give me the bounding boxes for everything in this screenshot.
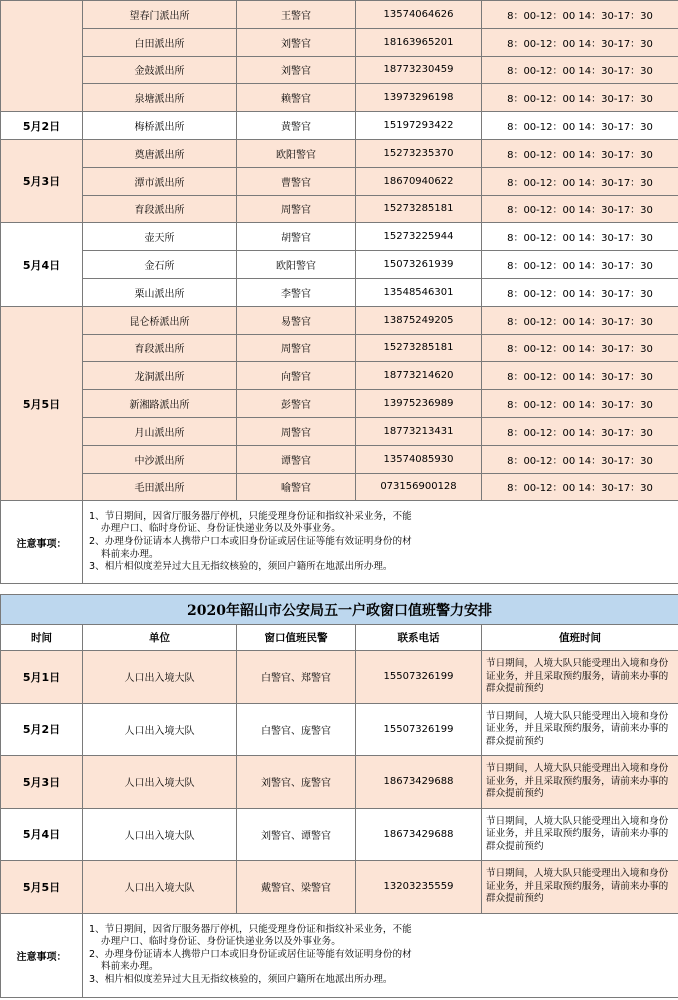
duty-remark-cell: 节日期间，人境大队只能受理出入境和身份证业务，并且采取预约服务，请前来办事的群众提前预约 (482, 756, 678, 809)
officer-cell: 欧阳警官 (237, 139, 356, 167)
date-cell: 5月2日 (1, 112, 83, 140)
hours-cell: 8：00-12：00 14：30-17：30 (482, 278, 678, 306)
hours-cell: 8：00-12：00 14：30-17：30 (482, 473, 678, 501)
date-cell: 5月4日 (1, 808, 83, 861)
table-title: 2020年韶山市公安局五一户政窗口值班警力安排 (1, 595, 678, 625)
unit-cell: 金鼓派出所 (83, 56, 237, 84)
date-cell: 5月4日 (1, 223, 83, 306)
notes-row (1, 913, 678, 997)
officer-cell: 周警官 (237, 334, 356, 362)
header-unit: 单位 (83, 625, 237, 651)
officer-cell: 刘警官、庞警官 (237, 756, 356, 809)
note-line: 1、节日期间，因省厅服务器厅停机，只能受理身份证和指纹补采业务，不能 (89, 510, 412, 522)
unit-cell: 奠唐派出所 (83, 139, 237, 167)
hours-cell: 8：00-12：00 14：30-17：30 (482, 28, 678, 56)
unit-cell: 金石所 (83, 251, 237, 279)
phone-cell: 13973296198 (356, 84, 482, 112)
note-line: 2、办理身份证请本人携带户口本或旧身份证或居住证等能有效证明身份的材 (89, 948, 412, 960)
hours-cell: 8：00-12：00 14：30-17：30 (482, 84, 678, 112)
officer-cell: 谭警官 (237, 445, 356, 473)
table-title-row (1, 595, 678, 625)
table-row (1, 390, 678, 418)
table-row (1, 84, 678, 112)
unit-cell: 人口出入境大队 (83, 651, 237, 704)
table-row (1, 28, 678, 56)
phone-cell: 18673429688 (356, 756, 482, 809)
hours-cell: 8：00-12：00 14：30-17：30 (482, 417, 678, 445)
note-line: 3、相片相似度差异过大且无指纹核验的，须回户籍所在地派出所办理。 (89, 561, 393, 573)
phone-cell: 15273235370 (356, 139, 482, 167)
table-row (1, 417, 678, 445)
hours-cell: 8：00-12：00 14：30-17：30 (482, 56, 678, 84)
table-row (1, 195, 678, 223)
phone-cell: 15507326199 (356, 651, 482, 704)
officer-cell: 白警官、郑警官 (237, 651, 356, 704)
phone-cell: 13574064626 (356, 1, 482, 29)
officer-cell: 黄警官 (237, 112, 356, 140)
unit-cell: 龙洞派出所 (83, 362, 237, 390)
unit-cell: 毛田派出所 (83, 473, 237, 501)
notes-row (1, 501, 678, 584)
table-row (1, 473, 678, 501)
unit-cell: 新湘路派出所 (83, 390, 237, 418)
officer-cell: 戴警官、梁警官 (237, 861, 356, 914)
note-line: 3、相片相似度差异过大且无指纹核验的，须回户籍所在地派出所办理。 (89, 973, 393, 985)
hours-cell: 8：00-12：00 14：30-17：30 (482, 195, 678, 223)
notes-text (83, 501, 678, 584)
officer-cell: 周警官 (237, 195, 356, 223)
unit-cell: 潭市派出所 (83, 167, 237, 195)
officer-cell: 李警官 (237, 278, 356, 306)
phone-cell: 18163965201 (356, 28, 482, 56)
table-row (1, 167, 678, 195)
table-row (1, 756, 678, 809)
note-line: 料前来办理。 (101, 548, 159, 560)
unit-cell: 昆仑桥派出所 (83, 306, 237, 334)
header-officer: 窗口值班民警 (237, 625, 356, 651)
phone-cell: 13203235559 (356, 861, 482, 914)
date-cell: 5月1日 (1, 651, 83, 704)
table-row (1, 334, 678, 362)
header-time: 时间 (1, 625, 83, 651)
unit-cell: 梅桥派出所 (83, 112, 237, 140)
phone-cell: 18673429688 (356, 808, 482, 861)
notes-label: 注意事项： (1, 913, 83, 997)
hours-cell: 8：00-12：00 14：30-17：30 (482, 167, 678, 195)
officer-cell: 彭警官 (237, 390, 356, 418)
table-row (1, 251, 678, 279)
officer-cell: 喻警官 (237, 473, 356, 501)
duty-remark-cell: 节日期间，人境大队只能受理出入境和身份证业务，并且采取预约服务，请前来办事的群众提前预约 (482, 703, 678, 756)
hours-cell: 8：00-12：00 14：30-17：30 (482, 1, 678, 29)
table-row (1, 703, 678, 756)
hours-cell: 8：00-12：00 14：30-17：30 (482, 306, 678, 334)
officer-cell: 易警官 (237, 306, 356, 334)
date-cell (1, 1, 83, 112)
phone-cell: 13548546301 (356, 278, 482, 306)
note-line: 1、节日期间，因省厅服务器厅停机，只能受理身份证和指纹补采业务，不能 (89, 923, 412, 935)
date-cell: 5月3日 (1, 139, 83, 222)
unit-cell: 栗山派出所 (83, 278, 237, 306)
unit-cell: 育段派出所 (83, 195, 237, 223)
officer-cell: 刘警官、谭警官 (237, 808, 356, 861)
hours-cell: 8：00-12：00 14：30-17：30 (482, 334, 678, 362)
unit-cell: 月山派出所 (83, 417, 237, 445)
phone-cell: 18670940622 (356, 167, 482, 195)
note-line: 料前来办理。 (101, 961, 159, 973)
section-gap (0, 584, 678, 594)
officer-cell: 刘警官 (237, 28, 356, 56)
unit-cell: 人口出入境大队 (83, 808, 237, 861)
table-row (1, 139, 678, 167)
officer-cell: 白警官、庞警官 (237, 703, 356, 756)
table-row (1, 362, 678, 390)
date-cell: 5月5日 (1, 306, 83, 501)
unit-cell: 人口出入境大队 (83, 703, 237, 756)
duty-remark-cell: 节日期间，人境大队只能受理出入境和身份证业务，并且采取预约服务，请前来办事的群众提前预约 (482, 651, 678, 704)
unit-cell: 泉塘派出所 (83, 84, 237, 112)
phone-cell: 13574085930 (356, 445, 482, 473)
unit-cell: 人口出入境大队 (83, 756, 237, 809)
officer-cell: 周警官 (237, 417, 356, 445)
unit-cell: 育段派出所 (83, 334, 237, 362)
notes-label: 注意事项： (1, 501, 83, 584)
table-row (1, 1, 678, 29)
table-row (1, 56, 678, 84)
unit-cell: 白田派出所 (83, 28, 237, 56)
date-cell: 5月5日 (1, 861, 83, 914)
table-row (1, 861, 678, 914)
header-duty: 值班时间 (482, 625, 678, 651)
table-row (1, 445, 678, 473)
hours-cell: 8：00-12：00 14：30-17：30 (482, 390, 678, 418)
header-phone: 联系电话 (356, 625, 482, 651)
phone-cell: 13875249205 (356, 306, 482, 334)
unit-cell: 人口出入境大队 (83, 861, 237, 914)
duty-remark-cell: 节日期间，人境大队只能受理出入境和身份证业务，并且采取预约服务，请前来办事的群众提前预约 (482, 808, 678, 861)
officer-cell: 赖警官 (237, 84, 356, 112)
unit-cell: 壶天所 (83, 223, 237, 251)
unit-cell: 望春门派出所 (83, 1, 237, 29)
table-row (1, 112, 678, 140)
officer-cell: 刘警官 (237, 56, 356, 84)
immigration-table-body (1, 651, 678, 914)
note-line: 办理户口、临时身份证、身份证快递业务以及外事业务。 (101, 523, 341, 535)
officer-cell: 欧阳警官 (237, 251, 356, 279)
officer-cell: 胡警官 (237, 223, 356, 251)
phone-cell: 15273225944 (356, 223, 482, 251)
duty-table-body (1, 1, 678, 501)
phone-cell: 15073261939 (356, 251, 482, 279)
officer-cell: 王警官 (237, 1, 356, 29)
table-row (1, 651, 678, 704)
date-cell: 5月3日 (1, 756, 83, 809)
note-line: 2、办理身份证请本人携带户口本或旧身份证或居住证等能有效证明身份的材 (89, 536, 412, 548)
unit-cell: 中沙派出所 (83, 445, 237, 473)
table-header-row (1, 625, 678, 651)
phone-cell: 15273285181 (356, 334, 482, 362)
hours-cell: 8：00-12：00 14：30-17：30 (482, 251, 678, 279)
table-row (1, 306, 678, 334)
table-row (1, 223, 678, 251)
phone-cell: 18773230459 (356, 56, 482, 84)
hours-cell: 8：00-12：00 14：30-17：30 (482, 362, 678, 390)
hours-cell: 8：00-12：00 14：30-17：30 (482, 112, 678, 140)
officer-cell: 向警官 (237, 362, 356, 390)
phone-cell: 13975236989 (356, 390, 482, 418)
hours-cell: 8：00-12：00 14：30-17：30 (482, 223, 678, 251)
phone-cell: 18773214620 (356, 362, 482, 390)
hours-cell: 8：00-12：00 14：30-17：30 (482, 445, 678, 473)
note-line: 办理户口、临时身份证、身份证快递业务以及外事业务。 (101, 936, 341, 948)
phone-cell: 15273285181 (356, 195, 482, 223)
table-row (1, 278, 678, 306)
phone-cell: 15507326199 (356, 703, 482, 756)
date-cell: 5月2日 (1, 703, 83, 756)
phone-cell: 073156900128 (356, 473, 482, 501)
phone-cell: 18773213431 (356, 417, 482, 445)
officer-cell: 曹警官 (237, 167, 356, 195)
notes-text (83, 913, 678, 997)
hours-cell: 8：00-12：00 14：30-17：30 (482, 139, 678, 167)
duty-table-immigration (0, 594, 678, 998)
phone-cell: 15197293422 (356, 112, 482, 140)
duty-remark-cell: 节日期间，人境大队只能受理出入境和身份证业务，并且采取预约服务，请前来办事的群众提前预约 (482, 861, 678, 914)
table-row (1, 808, 678, 861)
